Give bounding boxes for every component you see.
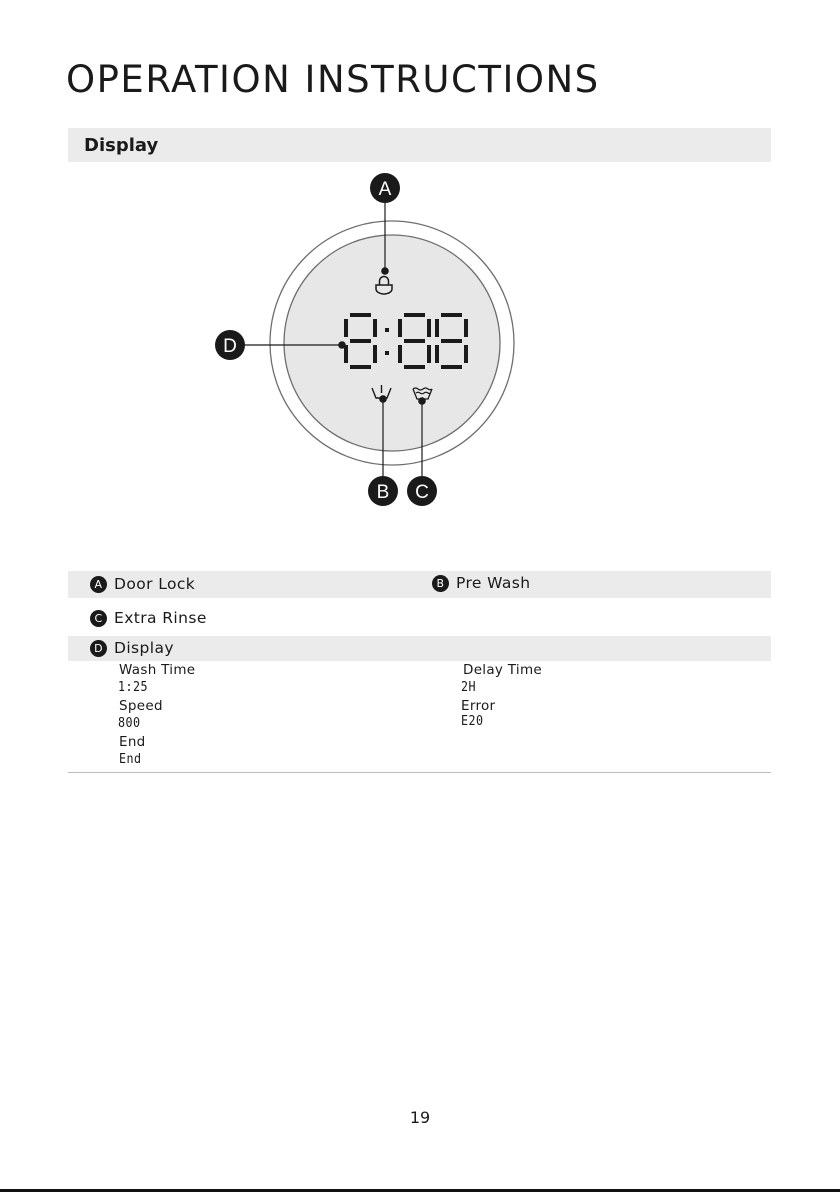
wash-time-value: 1:25 xyxy=(118,680,148,695)
wash-time-label: Wash Time xyxy=(119,662,196,678)
legend-row-1 xyxy=(68,571,771,598)
legend-badge-d: D xyxy=(90,640,107,657)
callout-d-letter: D xyxy=(223,336,237,357)
legend-row-3 xyxy=(68,636,771,661)
callout-c xyxy=(407,476,437,506)
end-label: End xyxy=(119,734,146,750)
callout-a xyxy=(370,173,400,203)
legend-label-pre-wash: Pre Wash xyxy=(456,574,531,592)
page-title: OPERATION INSTRUCTIONS xyxy=(66,58,600,101)
legend-label-display: Display xyxy=(114,639,174,657)
error-label: Error xyxy=(461,698,496,714)
callout-c-letter: C xyxy=(415,482,429,503)
callout-a-letter: A xyxy=(378,179,392,200)
legend-item-extra-rinse xyxy=(90,609,207,627)
error-value: E20 xyxy=(461,714,484,729)
end-value: End xyxy=(119,752,142,767)
legend-label-door-lock: Door Lock xyxy=(114,575,196,593)
legend-badge-b: B xyxy=(432,575,449,592)
display-diagram xyxy=(0,0,840,560)
callout-b-letter: B xyxy=(376,482,390,503)
legend-badge-c: C xyxy=(90,610,107,627)
legend-label-extra-rinse: Extra Rinse xyxy=(114,609,207,627)
section-title: Display xyxy=(84,135,159,156)
legend-item-pre-wash xyxy=(432,574,531,592)
legend-item-door-lock xyxy=(90,575,195,593)
legend-row-2 xyxy=(68,605,771,632)
delay-time-value: 2H xyxy=(461,680,476,695)
speed-label: Speed xyxy=(119,698,163,714)
callout-b xyxy=(368,476,398,506)
display-face xyxy=(284,235,500,451)
page-number: 19 xyxy=(409,1108,431,1127)
legend-item-display xyxy=(90,639,174,657)
legend-badge-a: A xyxy=(90,576,107,593)
section-divider xyxy=(68,772,771,773)
speed-value: 800 xyxy=(118,716,141,731)
callout-d xyxy=(215,330,245,360)
delay-time-label: Delay Time xyxy=(463,662,543,678)
